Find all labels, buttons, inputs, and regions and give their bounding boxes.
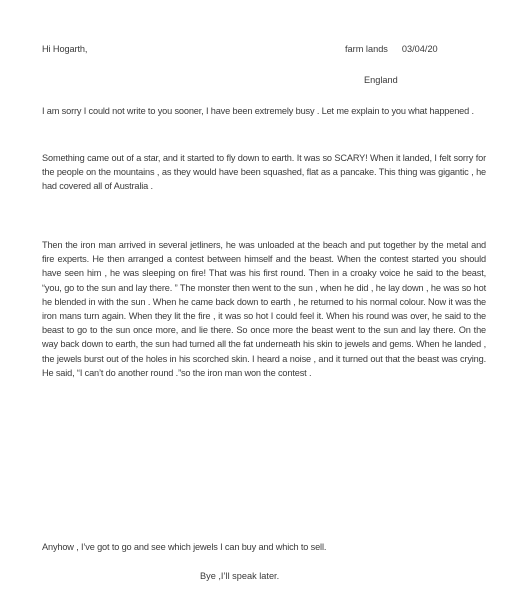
paragraph-arrival: Something came out of a star, and it started to fly down to earth. It was so SCARY! When it landed, I felt sorry for the people on the mountains , as they would have been squashed, flat as a pancake. This thing was gigantic , he had covered all of Australia . [42,153,486,192]
signoff: Bye ,I’ll speak later. [200,571,280,581]
paragraph-contest: Then the iron man arrived in several jetliners, he was unloaded at the beach and put together by the metal and fire experts. He then arranged a contest between himself and the beast. When the contest started you should have seen him , he was sleeping on fire! That was his first round. Then in a croaky voice he said to the beast, “you, go to the sun and lay there. ” The monster then went to the sun , when he did , he lay down , he was so hot he blended in with the sun . When he came back down to earth , he returned to his normal colour. Now it was the iron mans turn again. When they lit the fire , it was so hot I could feel it. When his round was over, he said to the beast to go to the sun once more, and lie there. So once more the beast went to the sun and lay there. On the way back down to earth, the sun had turned all the fat underneath his skin to jewels and gems. When he landed , the jewels burst out of the holes in his scorched skin. I heard a noise , and it turned out that the beast was crying. He said, “I can’t do another round .”so the iron man won the contest . [42,240,486,378]
letter-date: 03/04/20 [401,44,438,54]
address-country: England [364,75,398,85]
greeting: Hi Hogarth, [42,44,88,54]
paragraph-apology: I am sorry I could not write to you sooner, I have been extremely busy . Let me explain to you what happened . [42,106,474,116]
paragraph-closing: Anyhow , I’ve got to go and see which jewels I can buy and which to sell. [42,542,327,552]
address-place: farm lands [345,44,388,54]
address-header [345,44,438,54]
